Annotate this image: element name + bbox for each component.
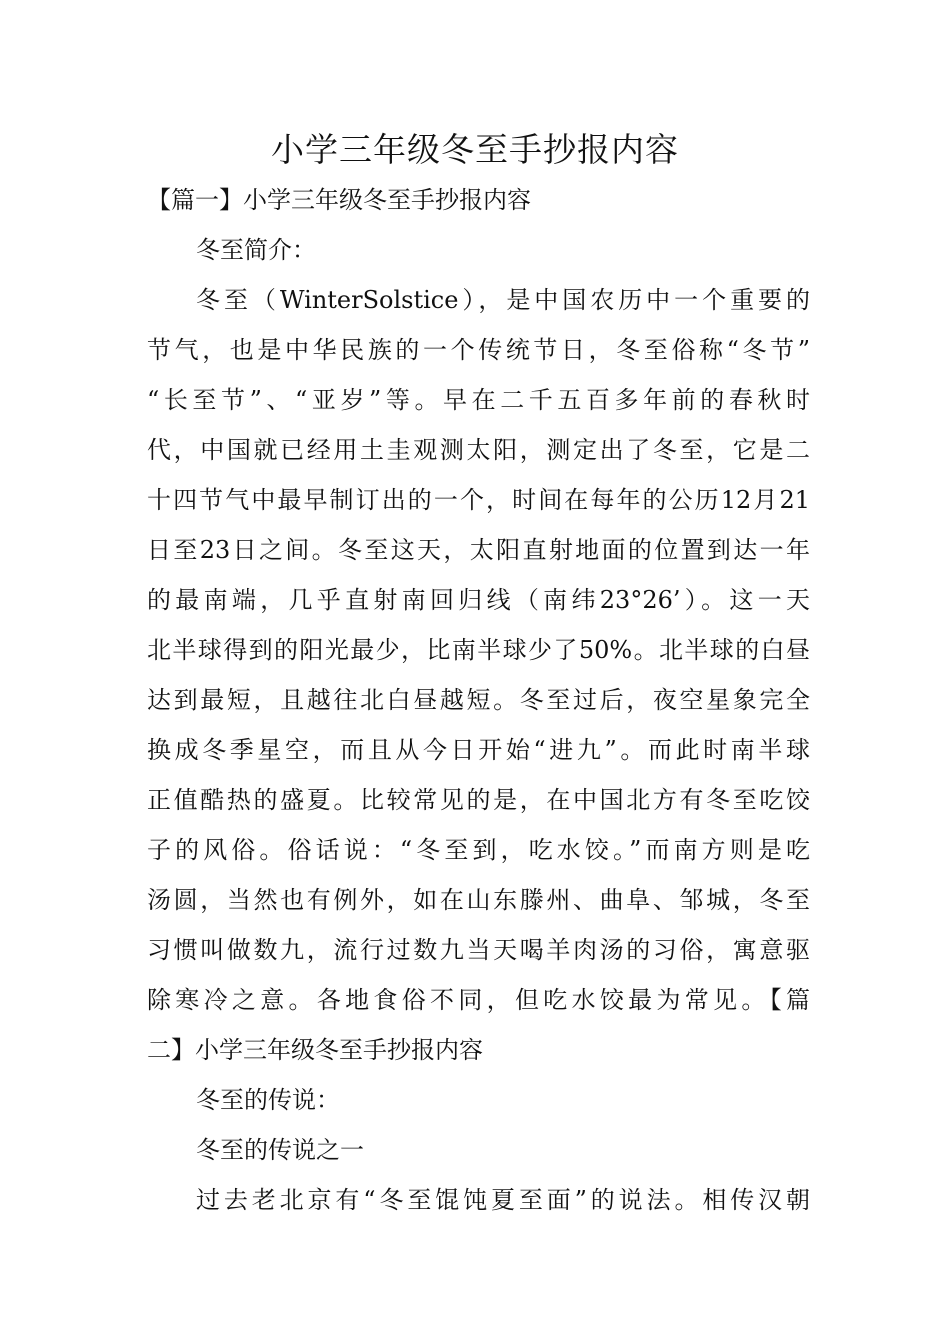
subheading-intro: 冬至简介： <box>196 236 316 264</box>
section-heading-1: 【篇一】小学三年级冬至手抄报内容 <box>147 186 531 214</box>
body-line: 汤圆，当然也有例外，如在山东滕州、曲阜、邹城，冬至 <box>147 886 810 914</box>
body-line: 北半球得到的阳光最少，比南半球少了50%。北半球的白昼 <box>147 636 810 664</box>
section-heading-2: 二】小学三年级冬至手抄报内容 <box>147 1036 483 1064</box>
subheading-legend-one: 冬至的传说之一 <box>196 1136 364 1164</box>
body-line: 过去老北京有“冬至馄饨夏至面”的说法。相传汉朝 <box>196 1186 810 1214</box>
body-line: 的最南端，几乎直射南回归线（南纬23°26’）。这一天 <box>147 586 810 614</box>
body-line: 冬至（WinterSolstice），是中国农历中一个重要的 <box>196 286 810 314</box>
subheading-legends: 冬至的传说： <box>196 1086 340 1114</box>
body-line: 达到最短，且越往北白昼越短。冬至过后，夜空星象完全 <box>147 686 810 714</box>
body-line: “长至节”、“亚岁”等。早在二千五百多年前的春秋时 <box>147 386 810 414</box>
body-line: 换成冬季星空，而且从今日开始“进九”。而此时南半球 <box>147 736 810 764</box>
body-line: 子的风俗。俗话说：“冬至到，吃水饺。”而南方则是吃 <box>147 836 810 864</box>
body-line: 日至23日之间。冬至这天，太阳直射地面的位置到达一年 <box>147 536 810 564</box>
body-line: 正值酷热的盛夏。比较常见的是，在中国北方有冬至吃饺 <box>147 786 810 814</box>
body-line: 代，中国就已经用土圭观测太阳，测定出了冬至，它是二 <box>147 436 810 464</box>
body-line: 十四节气中最早制订出的一个，时间在每年的公历12月21 <box>147 486 810 514</box>
body-line: 除寒冷之意。各地食俗不同，但吃水饺最为常见。【篇 <box>147 986 810 1014</box>
body-line: 习惯叫做数九，流行过数九当天喝羊肉汤的习俗，寓意驱 <box>147 936 810 964</box>
document-title: 小学三年级冬至手抄报内容 <box>271 130 679 169</box>
body-line: 节气，也是中华民族的一个传统节日，冬至俗称“冬节” <box>147 336 810 364</box>
